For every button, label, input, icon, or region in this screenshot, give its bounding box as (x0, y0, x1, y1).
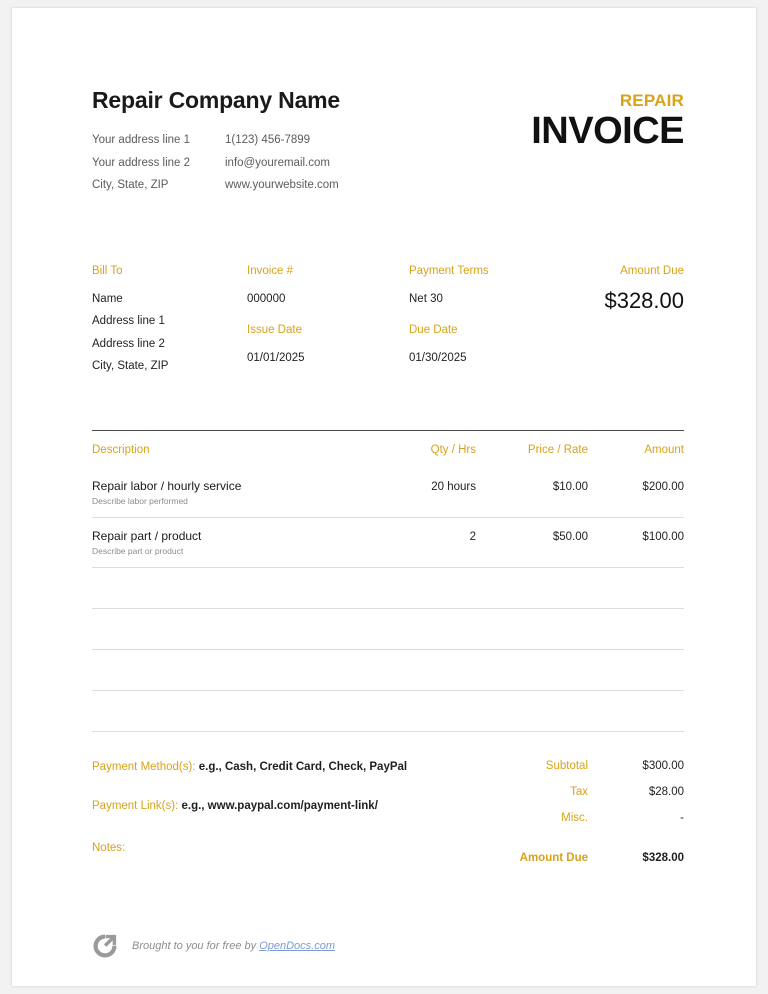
line-item-subtitle: Describe part or product (92, 546, 184, 557)
line-item-price: $10.00 (552, 481, 588, 494)
footer-text (132, 940, 335, 952)
invoice-number-label: Invoice # (247, 264, 294, 277)
invoice-content (92, 88, 684, 864)
payment-terms-label: Payment Terms (409, 264, 489, 277)
line-item-title: Repair labor / hourly service (92, 479, 242, 494)
grand-total-label: Amount Due (519, 851, 588, 864)
company-phone: 1(123) 456-7899 (225, 134, 311, 147)
payment-details (92, 760, 476, 864)
invoice-title-block (531, 88, 684, 150)
line-item-price: $50.00 (552, 531, 588, 544)
company-address-line-1: Your address line 1 (92, 134, 191, 147)
line-item-qty: 20 hours (431, 481, 476, 494)
invoice-meta (92, 265, 684, 378)
invoice-page (12, 8, 756, 986)
bill-to-address-2: Address line 2 (92, 337, 165, 350)
amount-due-label: Amount Due (620, 264, 684, 277)
line-items-table (92, 430, 684, 732)
invoice-title: INVOICE (531, 110, 684, 152)
table-row-empty (92, 609, 684, 650)
line-item-qty: 2 (469, 531, 476, 544)
refresh-external-link-icon (92, 933, 118, 959)
due-date-value: 01/30/2025 (409, 351, 467, 364)
totals-row-subtotal (476, 760, 684, 772)
totals-row-tax (476, 786, 684, 798)
tax-label: Tax (570, 785, 588, 798)
subtotal-label: Subtotal (545, 759, 588, 772)
grand-total-value: $328.00 (642, 851, 684, 864)
due-date-label: Due Date (409, 324, 458, 337)
column-header-description: Description (92, 443, 150, 456)
company-website: www.yourwebsite.com (225, 179, 339, 192)
company-address-column (92, 129, 225, 197)
notes-line (92, 841, 476, 856)
invoice-title-kicker: REPAIR (619, 91, 684, 110)
bill-to-address-1: Address line 1 (92, 315, 165, 328)
payment-link-label: Payment Link(s): (92, 799, 179, 812)
payment-link-value: e.g., www.paypal.com/payment-link/ (181, 799, 378, 812)
footer-credit-text: Brought to you for free by (132, 940, 260, 952)
subtotal-value: $300.00 (642, 759, 684, 772)
company-name: Repair Company Name (92, 87, 340, 113)
invoice-number-value: 000000 (247, 292, 286, 305)
misc-value: - (680, 811, 684, 824)
table-row (92, 468, 684, 518)
issue-date-label: Issue Date (247, 324, 302, 337)
line-item-amount: $100.00 (642, 531, 684, 544)
page-footer (92, 933, 335, 959)
table-row-empty (92, 568, 684, 609)
invoice-number-column (247, 265, 409, 378)
bill-to-name: Name (92, 292, 123, 305)
table-row (92, 518, 684, 568)
notes-label: Notes: (92, 841, 126, 854)
line-item-subtitle: Describe labor performed (92, 496, 188, 507)
table-row-empty (92, 650, 684, 691)
company-address-line-3: City, State, ZIP (92, 179, 169, 192)
totals-row-misc (476, 812, 684, 824)
line-item-description (92, 479, 372, 508)
totals-block (476, 760, 684, 864)
line-item-description (92, 529, 372, 558)
company-contact-grid (92, 129, 340, 197)
invoice-header (92, 88, 684, 197)
payment-method-label: Payment Method(s): (92, 760, 196, 773)
bill-to-label: Bill To (92, 264, 123, 277)
column-header-amount: Amount (644, 443, 684, 456)
payment-terms-column (409, 265, 564, 378)
bill-to-city-state-zip: City, State, ZIP (92, 360, 169, 373)
totals-row-amount-due (476, 852, 684, 864)
company-contact-column (225, 129, 339, 197)
company-block (92, 88, 340, 197)
issue-date-value: 01/01/2025 (247, 351, 305, 364)
table-row-empty (92, 691, 684, 732)
payment-method-value: e.g., Cash, Credit Card, Check, PayPal (198, 760, 408, 773)
misc-label: Misc. (561, 811, 588, 824)
amount-due-value: $328.00 (604, 287, 684, 313)
tax-value: $28.00 (648, 785, 684, 798)
table-header-row (92, 431, 684, 469)
column-header-price: Price / Rate (527, 443, 588, 456)
payment-method-line (92, 760, 476, 775)
payment-link-line (92, 799, 476, 814)
company-address-line-2: Your address line 2 (92, 156, 191, 169)
amount-due-column (564, 265, 684, 378)
payment-terms-value: Net 30 (409, 292, 443, 305)
line-item-amount: $200.00 (642, 481, 684, 494)
opendocs-link[interactable]: OpenDocs.com (259, 940, 335, 952)
company-email: info@youremail.com (225, 156, 330, 169)
bill-to-column (92, 265, 247, 378)
column-header-qty: Qty / Hrs (430, 443, 476, 456)
invoice-footer-section (92, 760, 684, 864)
line-item-title: Repair part / product (92, 529, 202, 544)
